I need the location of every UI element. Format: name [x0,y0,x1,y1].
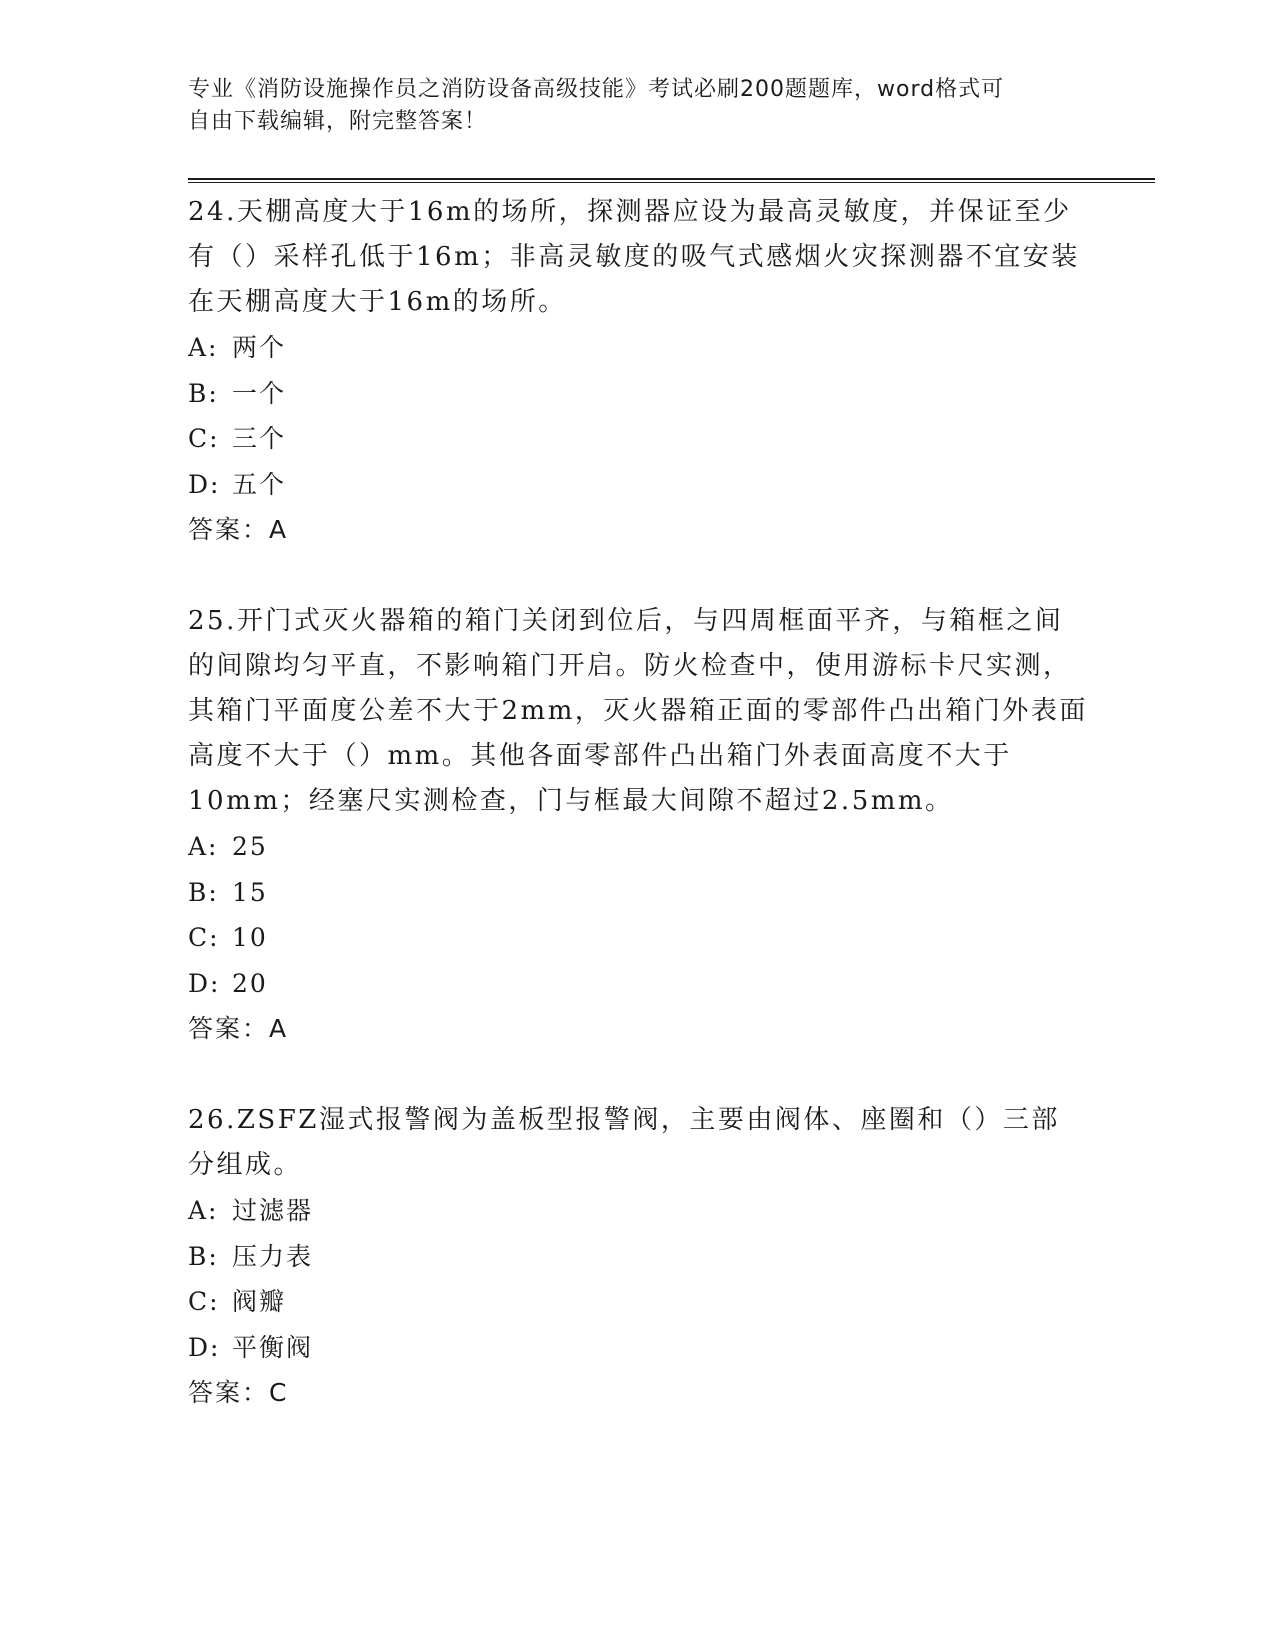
option-letter: B: [188,1241,219,1271]
option-letter: A: [188,1196,219,1225]
option-b [188,870,1088,916]
option-text: 20 [232,968,268,998]
option-letter: B: [188,378,219,408]
option-text: 阀瓣 [232,1287,287,1316]
option-letter: C: [188,923,220,952]
option-text: 一个 [232,378,287,408]
option-letter: C: [188,424,220,453]
option-letter: D: [188,469,221,499]
question-25 [188,597,1088,1052]
question-24 [188,188,1088,553]
option-a [188,1188,1088,1234]
question-26 [188,1096,1088,1416]
option-text: 五个 [232,469,287,499]
option-d [188,961,1088,1007]
option-a [188,325,1088,371]
option-d [188,1325,1088,1371]
header-line-1: 专业《消防设施操作员之消防设备高级技能》考试必刷200题题库，word格式可 [188,77,1005,102]
header-line-2: 自由下载编辑，附完整答案！ [188,109,488,134]
option-text: 10 [232,923,268,952]
answer-line: 答案：C [188,1378,289,1407]
option-text: 15 [232,877,268,907]
option-text: 三个 [232,424,287,453]
option-c [188,915,1088,961]
option-text: 两个 [232,333,287,362]
option-letter: A: [188,333,219,362]
option-a [188,824,1088,870]
answer-line: 答案：A [188,1014,289,1043]
header-divider [188,178,1155,183]
option-letter: A: [188,832,219,861]
answer-line: 答案：A [188,515,289,544]
option-letter: D: [188,1332,221,1362]
option-b [188,371,1088,417]
question-stem: 26.ZSFZ湿式报警阀为盖板型报警阀，主要由阀体、座圈和（）三部分组成。 [188,1105,1060,1180]
option-text: 平衡阀 [232,1332,314,1362]
option-c [188,1279,1088,1325]
option-b [188,1234,1088,1280]
option-text: 过滤器 [232,1196,314,1225]
option-text: 压力表 [232,1241,314,1271]
question-list [188,188,1088,1460]
option-letter: D: [188,968,221,998]
option-text: 25 [232,832,268,861]
document-header [188,74,1088,138]
option-c [188,416,1088,462]
option-letter: B: [188,877,219,907]
question-stem: 24.天棚高度大于16m的场所，探测器应设为最高灵敏度，并保证至少有（）采样孔低于16m；非高灵敏度的吸气式感烟火灾探测器不宜安装在天棚高度大于16m的场所。 [188,197,1080,317]
question-stem: 25.开门式灭火器箱的箱门关闭到位后，与四周框面平齐，与箱框之间的间隙均匀平直，不影响箱门开启。防火检查中，使用游标卡尺实测，其箱门平面度公差不大于2mm，灭火器箱正面的零部件凸出箱门外表面高度不大于（）mm。其他各面零部件凸出箱门外表面高度不大于10mm；经塞尺实测检查，门与框最大间隙不超过2.5mm。 [188,606,1088,816]
option-letter: C: [188,1287,220,1316]
option-d [188,462,1088,508]
